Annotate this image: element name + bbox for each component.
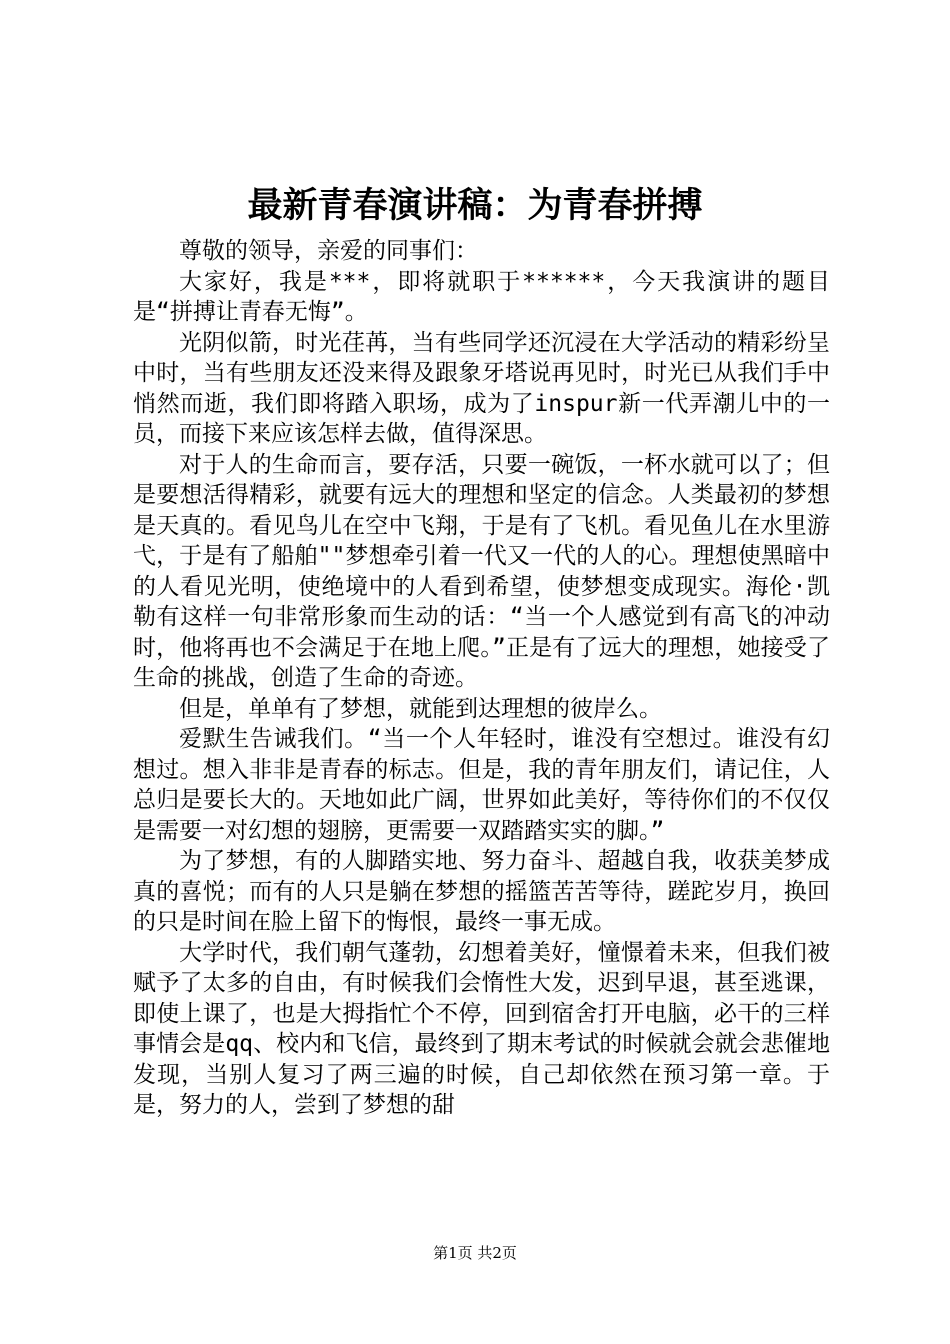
- paragraph-striving: 为了梦想，有的人脚踏实地、努力奋斗、超越自我，收获美梦成真的喜悦；而有的人只是躺在梦想的摇篮苦苦等待，蹉跎岁月，换回的只是时间在脸上留下的悔恨，最终一事无成。: [133, 848, 830, 935]
- paragraph-ideals: 对于人的生命而言，要存活，只要一碗饭，一杯水就可以了；但是要想活得精彩，就要有远大的理想和坚定的信念。人类最初的梦想是天真的。看见鸟儿在空中飞翔，于是有了飞机。看见鱼儿在水里游弋，于是有了船舶""梦想牵引着一代又一代的人的心。理想使黑暗中的人看见光明，使绝境中的人看到希望，使梦想变成现实。海伦·凯勒有这样一句非常形象而生动的话：“当一个人感觉到有高飞的冲动时，他将再也不会满足于在地上爬。”正是有了远大的理想，她接受了生命的挑战，创造了生命的奇迹。: [133, 451, 830, 691]
- paragraph-salutation: 尊敬的领导，亲爱的同事们：: [179, 238, 478, 264]
- paragraph-emerson-quote: 爱默生告诫我们。“当一个人年轻时，谁没有空想过。谁没有幻想过。想入非非是青春的标志。但是，我的青年朋友们，请记住，人总归是要长大的。天地如此广阔，世界如此美好，等待你们的不仅仅是需要一对幻想的翅膀，更需要一双踏踏实实的脚。”: [133, 726, 830, 844]
- paragraph-time-flies: 光阴似箭，时光荏苒，当有些同学还沉浸在大学活动的精彩纷呈中时，当有些朋友还没来得及跟象牙塔说再见时，时光已从我们手中悄然而逝，我们即将踏入职场，成为了inspur新一代弄潮儿中的一员，而接下来应该怎样去做，值得深思。: [133, 329, 830, 447]
- paragraph-question: 但是，单单有了梦想，就能到达理想的彼岸么。: [179, 695, 662, 722]
- paragraph-university: 大学时代，我们朝气蓬勃，幻想着美好，憧憬着未来，但我们被赋予了太多的自由，有时候我们会惰性大发，迟到早退，甚至逃课，即使上课了，也是大拇指忙个不停，回到宿舍打开电脑，必干的三样事情会是qq、校内和飞信，最终到了期末考试的时候就会就会悲催地发现，当别人复习了两三遍的时候，自己却依然在预习第一章。于是，努力的人，尝到了梦想的甜: [133, 939, 830, 1118]
- paragraph-introduction: 大家好，我是***，即将就职于******，今天我演讲的题目是“拼搏让青春无悔”。: [133, 268, 830, 325]
- document-body: [133, 236, 830, 1121]
- page-number-footer: 第1页 共2页: [433, 1244, 517, 1262]
- document-title: 最新青春演讲稿：为青春拼搏: [247, 185, 703, 226]
